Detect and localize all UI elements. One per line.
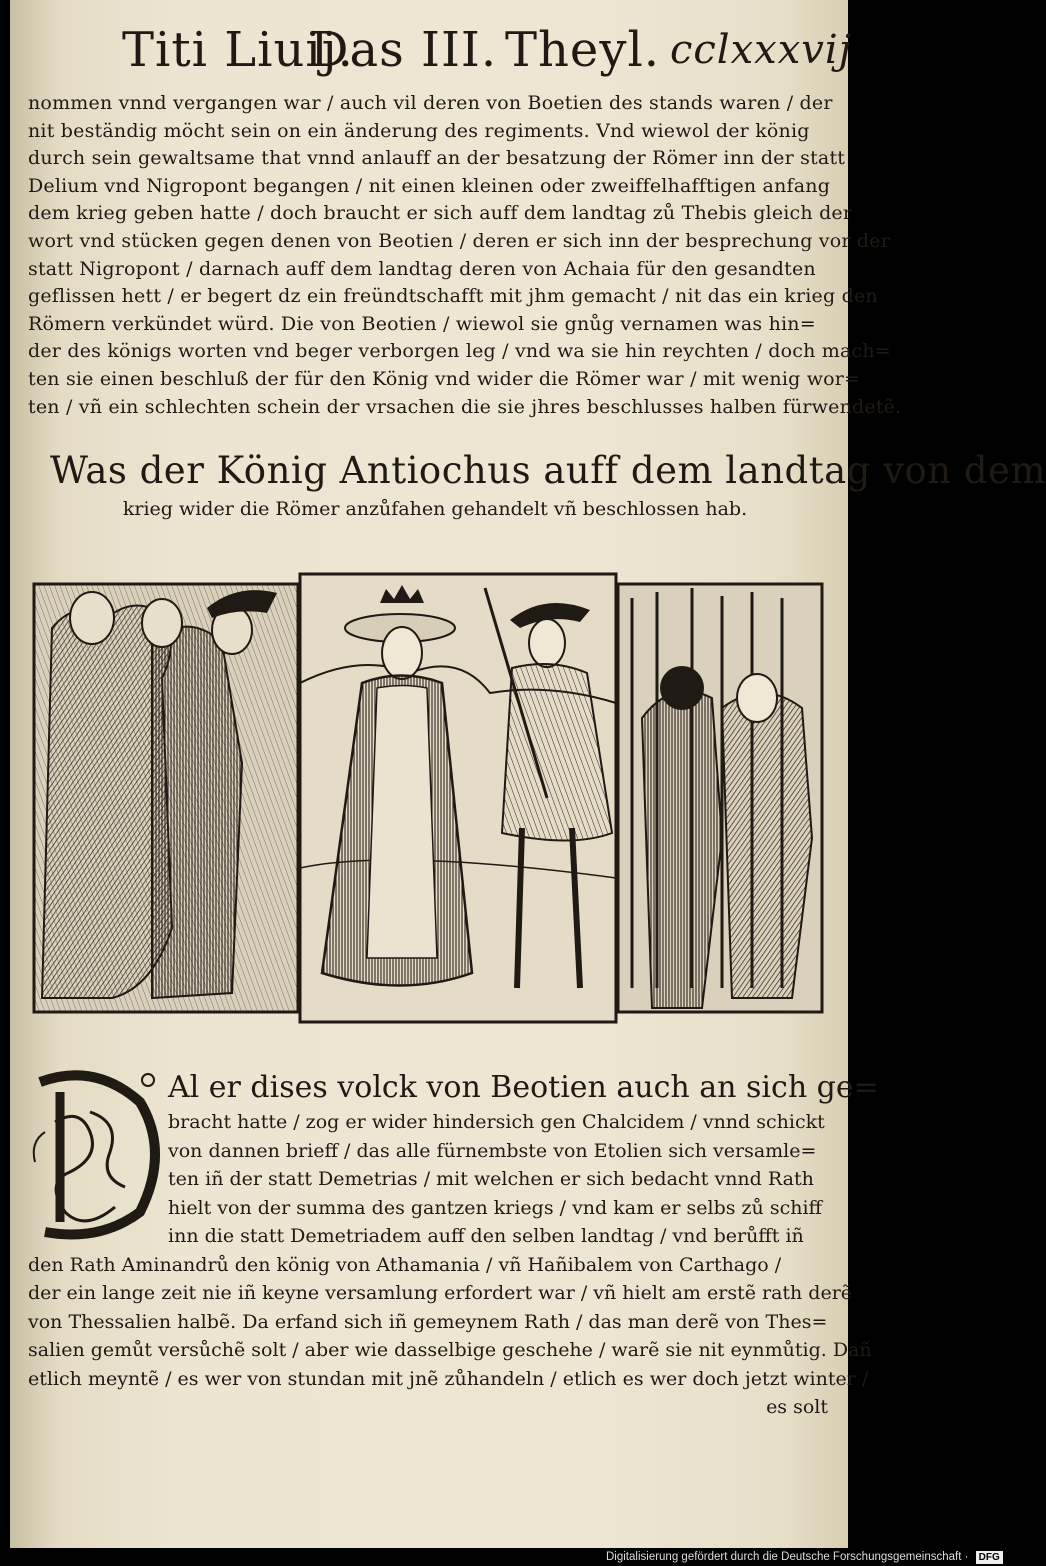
text-line: der des königs worten vnd beger verborgen leg / vnd wa sie hin reychten / doch mach=	[28, 340, 891, 363]
catchword: es solt	[766, 1396, 828, 1418]
text-line: bracht hatte / zog er wider hindersich gen Chalcidem / vnnd schickt	[168, 1111, 825, 1133]
chapter-title-line-1: Was der König Antiochus auff dem landtag von dem	[50, 449, 1046, 492]
woodcut-illustration	[32, 568, 825, 1028]
dfg-logo-icon: DFG	[976, 1551, 1003, 1564]
text-line: durch sein gewaltsame that vnnd anlauff an der besatzung der Römer inn der statt	[28, 147, 846, 170]
text-line: ten sie einen beschluß der für den König vnd wider die Römer war / mit wenig wor=	[28, 367, 861, 390]
text-line: salien gemůt versůchẽ solt / aber wie dasselbige geschehe / warẽ sie nit eynmůtig. Dañ	[28, 1339, 872, 1361]
chapter-title-line-2: krieg wider die Römer anzůfahen gehandelt vñ beschlossen hab.	[122, 498, 748, 520]
chapter-title	[50, 446, 1046, 522]
header-left: Titi Liuij.	[122, 22, 354, 78]
footer-text: Digitalisierung gefördert durch die Deutsche Forschungsgemeinschaft ·	[606, 1551, 969, 1563]
text-line-initial: Al er dises volck von Beotien auch an sich ge=	[168, 1070, 879, 1105]
body-text-bottom	[28, 1068, 879, 1422]
text-line: statt Nigropont / darnach auff dem landtag deren von Achaia für den gesandten	[28, 257, 816, 280]
funding-footer	[606, 1548, 1000, 1566]
text-line: nit beständig möcht sein on ein änderung des regiments. Vnd wiewol der könig	[28, 119, 810, 142]
folio-number: cclxxxvij	[670, 27, 853, 73]
text-line: geflissen hett / er begert dz ein freündtschafft mit jhm gemacht / nit das ein krieg den	[28, 285, 878, 308]
book-page	[10, 0, 1046, 1548]
text-line: dem krieg geben hatte / doch braucht er sich auff dem landtag zů Thebis gleich der	[28, 202, 853, 225]
body-text-top	[28, 90, 902, 421]
text-line: Römern verkündet würd. Die von Beotien / wiewol sie gnůg vernamen was hin=	[28, 312, 816, 335]
running-header	[10, 20, 853, 80]
header-right: Theyl.	[505, 22, 661, 78]
text-line: nommen vnnd vergangen war / auch vil deren von Boetien des stands waren / der	[28, 92, 833, 114]
text-line: etlich meyntẽ / es wer von stundan mit jnẽ zůhandeln / etlich es wer doch jetzt winter /	[28, 1367, 869, 1390]
text-line: von Thessalien halbẽ. Da erfand sich iñ gemeynem Rath / das man derẽ von Thes=	[28, 1310, 828, 1333]
text-line: wort vnd stücken gegen denen von Beotien / deren er sich inn der besprechung vor der	[28, 229, 890, 252]
text-line: ten / vñ ein schlechten schein der vrsachen die sie jhres beschlusses halben fürwendetẽ.	[28, 395, 902, 418]
text-line: Delium vnd Nigropont begangen / nit einen kleinen oder zweiffelhafftigen anfang	[28, 174, 831, 197]
header-middle: Das III.	[310, 22, 498, 78]
text-line: der ein lange zeit nie iñ keyne versamlung erfordert war / vñ hielt am erstẽ rath derẽ	[28, 1282, 853, 1304]
text-line: den Rath Aminandrů den könig von Athamania / vñ Hañibalem von Carthago /	[28, 1253, 782, 1276]
text-line: inn die statt Demetriadem auff den selben landtag / vnd berůfft iñ	[168, 1225, 804, 1247]
text-line: hielt von der summa des gantzen kriegs / vnd kam er selbs zů schiff	[168, 1196, 823, 1219]
text-line: von dannen brieff / das alle fürnembste von Etolien sich versamle=	[168, 1139, 817, 1162]
text-line: ten iñ der statt Demetrias / mit welchen er sich bedacht vnnd Rath	[168, 1168, 814, 1190]
